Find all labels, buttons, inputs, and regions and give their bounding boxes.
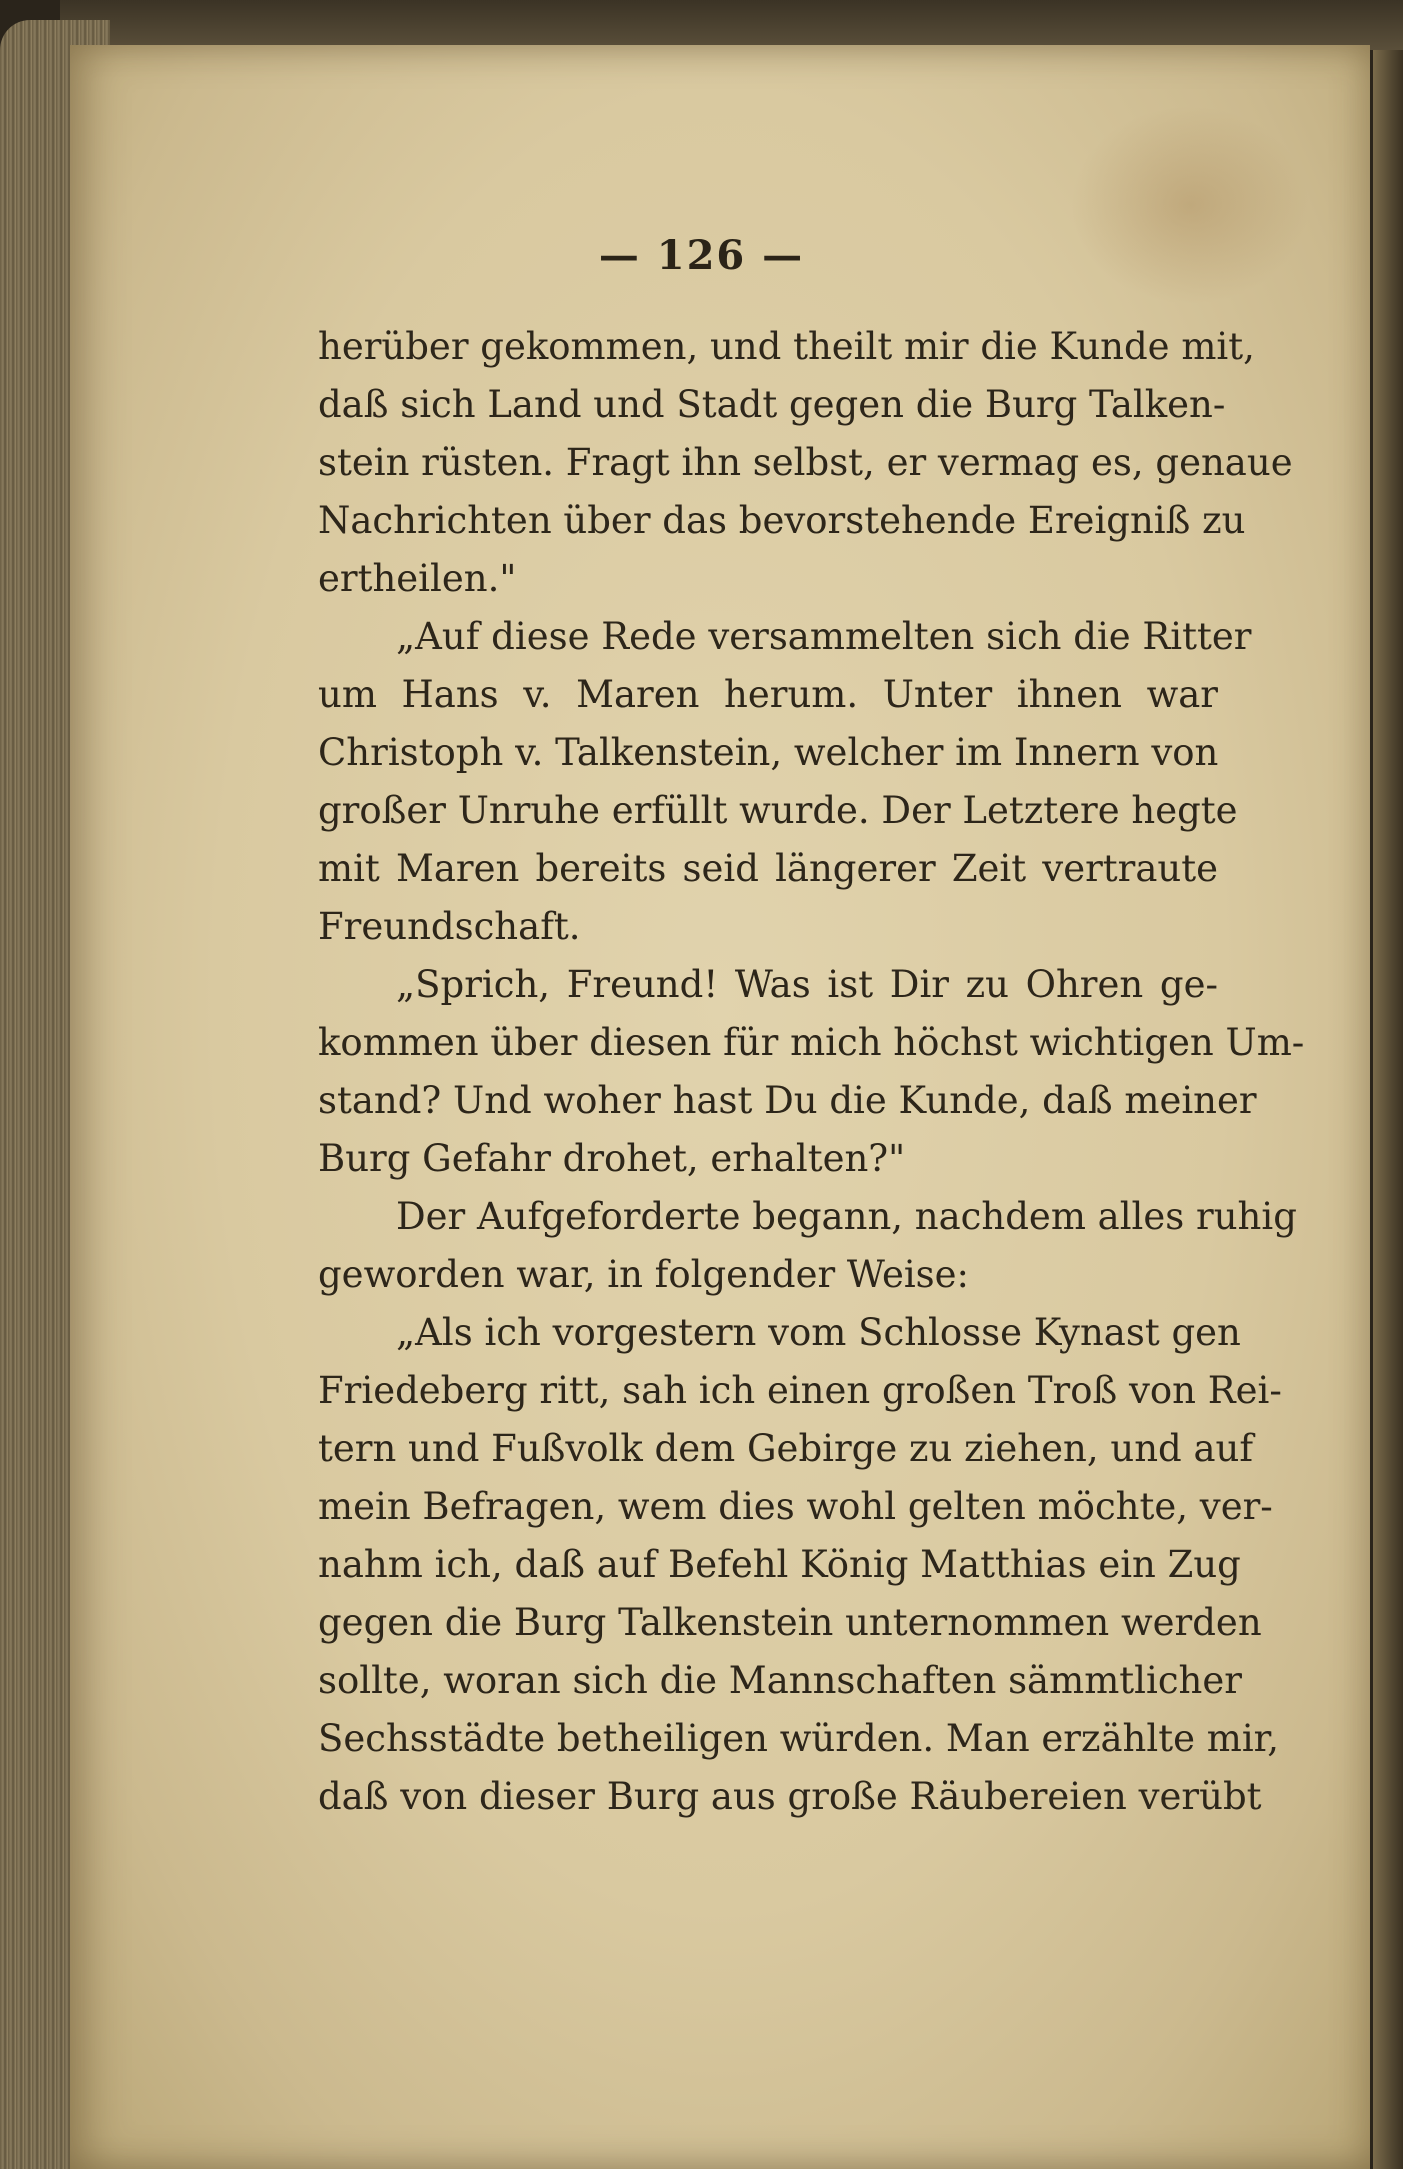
text-line: mit Maren bereits seid längerer Zeit vertraute xyxy=(318,847,1218,890)
text-line: um Hans v. Maren herum. Unter ihnen war xyxy=(318,673,1218,716)
page-number: — 126 — xyxy=(598,232,805,279)
text-line: Burg Gefahr drohet, erhalten?" xyxy=(318,1137,906,1180)
text-line: großer Unruhe erfüllt wurde. Der Letztere hegte xyxy=(318,789,1238,832)
text-line: kommen über diesen für mich höchst wichtigen Um- xyxy=(318,1021,1305,1064)
text-line: nahm ich, daß auf Befehl König Matthias ein Zug xyxy=(318,1543,1241,1586)
text-line: geworden war, in folgender Weise: xyxy=(318,1253,970,1296)
text-line: stein rüsten. Fragt ihn selbst, er vermag es, genaue xyxy=(318,441,1293,484)
book-gutter-right xyxy=(1373,50,1403,2169)
body-text xyxy=(318,318,1305,1826)
text-line: gegen die Burg Talkenstein unternommen werden xyxy=(318,1601,1262,1644)
text-line: „Als ich vorgestern vom Schlosse Kynast gen xyxy=(396,1311,1241,1354)
text-line: daß von dieser Burg aus große Räubereien verübt xyxy=(318,1775,1262,1818)
text-line: herüber gekommen, und theilt mir die Kunde mit, xyxy=(318,325,1255,368)
text-line: mein Befragen, wem dies wohl gelten möchte, ver- xyxy=(318,1485,1273,1528)
text-line: Freundschaft. xyxy=(318,905,581,948)
text-line: Friedeberg ritt, sah ich einen großen Troß von Rei- xyxy=(318,1369,1282,1412)
text-line: „Sprich, Freund! Was ist Dir zu Ohren ge- xyxy=(396,963,1218,1006)
text-line: daß sich Land und Stadt gegen die Burg Talken- xyxy=(318,383,1226,426)
text-line: Nachrichten über das bevorstehende Ereigniß zu xyxy=(318,499,1246,542)
text-line: sollte, woran sich die Mannschaften sämmtlicher xyxy=(318,1659,1242,1702)
text-line: „Auf diese Rede versammelten sich die Ritter xyxy=(396,615,1252,658)
text-line: stand? Und woher hast Du die Kunde, daß meiner xyxy=(318,1079,1257,1122)
text-line: Der Aufgeforderte begann, nachdem alles ruhig xyxy=(396,1195,1297,1238)
text-line: tern und Fußvolk dem Gebirge zu ziehen, und auf xyxy=(318,1427,1254,1470)
book-top-edge xyxy=(60,0,1403,50)
text-line: Sechsstädte betheiligen würden. Man erzählte mir, xyxy=(318,1717,1280,1760)
text-line: Christoph v. Talkenstein, welcher im Innern von xyxy=(318,731,1219,774)
text-line: ertheilen." xyxy=(318,557,517,600)
